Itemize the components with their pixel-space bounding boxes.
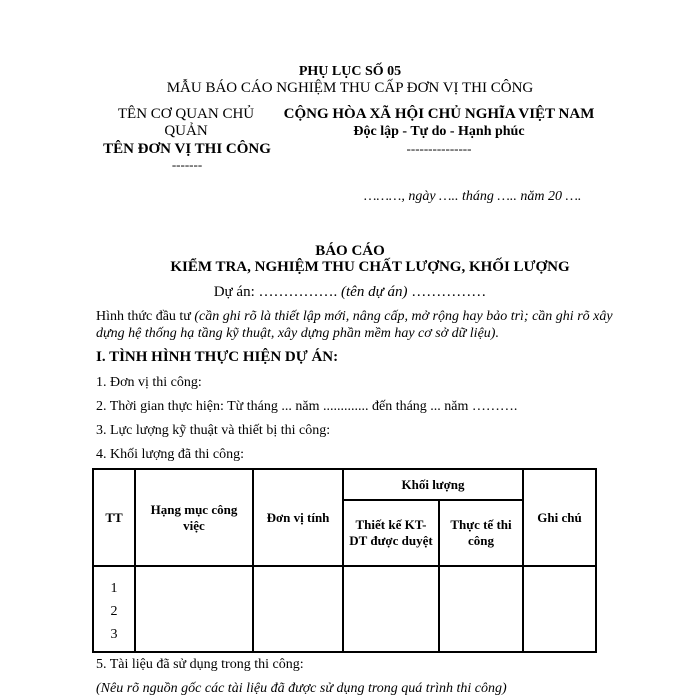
- left-agency-name: TÊN CƠ QUAN CHỦ QUẢN: [117, 106, 255, 139]
- project-line: [0, 284, 700, 301]
- item-construction-unit: 1. Đơn vị thi công:: [96, 375, 202, 390]
- header-design-volume: Thiết kế KT-DT được duyệt: [343, 500, 439, 566]
- national-name: CỘNG HÒA XÃ HỘI CHỦ NGHĨA VIỆT NAM: [283, 106, 595, 122]
- item-technical-force: 3. Lực lượng kỹ thuật và thiết bị thi công:: [96, 423, 331, 438]
- header-tt: TT: [93, 469, 135, 566]
- investment-instruction: (cần ghi rõ là thiết lập mới, nâng cấp, mở rộng hay bảo trì; cần ghi rõ xây dựng hệ thống hạ tầng kỹ thuật, xây dựng phần mềm hay cơ sở dữ liệu).: [96, 309, 613, 341]
- item-volume: 4. Khối lượng đã thi công:: [96, 447, 244, 462]
- left-unit-name: TÊN ĐƠN VỊ THI CÔNG: [103, 141, 271, 157]
- header-note: Ghi chú: [523, 469, 596, 566]
- category-cell: [135, 566, 253, 652]
- form-title: MẪU BÁO CÁO NGHIỆM THU CẤP ĐƠN VỊ THI CÔNG: [166, 80, 534, 96]
- row-number: 1: [110, 580, 118, 596]
- row-number: 2: [110, 603, 118, 619]
- design-volume-cell: [343, 566, 439, 652]
- header-volume: Khối lượng: [343, 469, 523, 500]
- investment-label: Hình thức đầu tư: [96, 309, 195, 324]
- right-divider: ---------------: [406, 141, 472, 156]
- unit-cell: [253, 566, 343, 652]
- header-category: Hạng mục công việc: [135, 469, 253, 566]
- item-duration: 2. Thời gian thực hiện: Từ tháng ... năm ............. đến tháng ... năm ……….: [96, 399, 518, 414]
- header-actual-volume: Thực tế thi công: [439, 500, 523, 566]
- annex-number: PHỤ LỤC SỐ 05: [298, 64, 402, 79]
- volume-table: [92, 468, 597, 653]
- project-name-placeholder: (tên dự án): [337, 284, 412, 300]
- report-subtitle: KIỂM TRA, NGHIỆM THU CHẤT LƯỢNG, KHỐI LƯỢNG: [170, 259, 570, 275]
- national-motto: Độc lập - Tự do - Hạnh phúc: [353, 124, 525, 139]
- investment-form: [96, 308, 636, 342]
- header-unit: Đơn vị tính: [253, 469, 343, 566]
- note-cell: [523, 566, 596, 652]
- project-suffix: ……………: [411, 284, 487, 300]
- documents-note: (Nêu rõ nguồn gốc các tài liệu đã được sử dụng trong quá trình thi công): [96, 681, 507, 696]
- row-number: 3: [110, 626, 118, 642]
- report-title: BÁO CÁO: [315, 243, 385, 259]
- project-prefix: Dự án: …………….: [213, 284, 338, 300]
- section-heading: I. TÌNH HÌNH THỰC HIỆN DỰ ÁN:: [96, 349, 339, 365]
- actual-volume-cell: [439, 566, 523, 652]
- item-documents: 5. Tài liệu đã sử dụng trong thi công:: [96, 657, 304, 672]
- row-numbers-cell: [93, 566, 135, 652]
- left-divider: -------: [171, 157, 203, 172]
- date-line: ………, ngày ….. tháng ….. năm 20 ….: [364, 189, 582, 204]
